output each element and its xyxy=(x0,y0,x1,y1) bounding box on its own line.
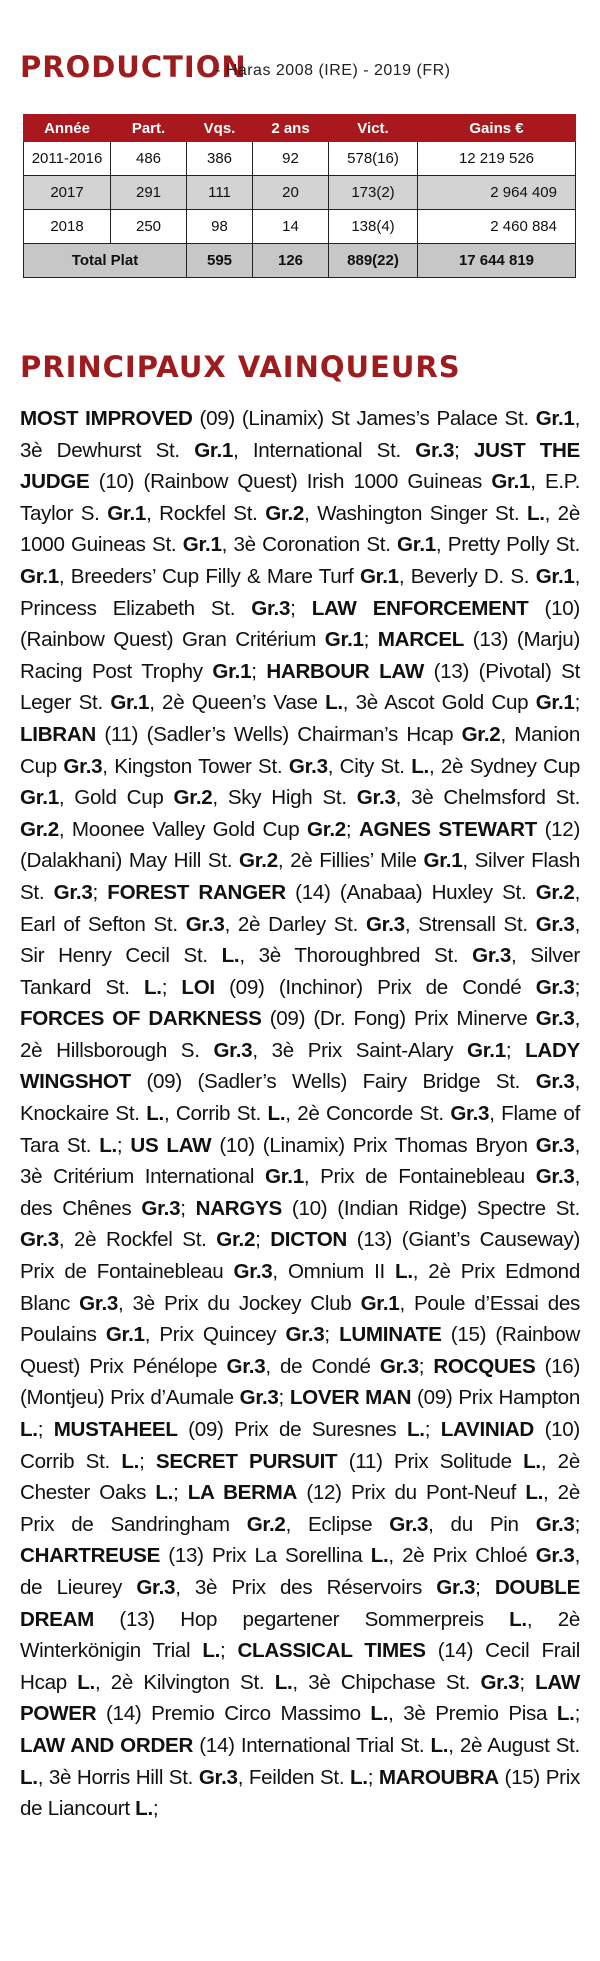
body-text: , 2è 1000 Guineas St. xyxy=(20,501,580,557)
bold-text: L. xyxy=(20,1418,38,1441)
table-total-row xyxy=(24,244,576,278)
bold-text: L. xyxy=(121,1449,140,1473)
bold-text: Gr.1 xyxy=(105,1323,145,1347)
bold-text: Gr.3 xyxy=(535,1165,575,1189)
body-text: (09) (Sadler’s Wells) Fairy Bridge St. xyxy=(130,1070,536,1094)
bold-text: Gr.3 xyxy=(285,1323,325,1347)
body-text: (10) (Indian Ridge) Spectre St. xyxy=(281,1196,580,1220)
body-text: (10) (Linamix) Prix Thomas Bryon xyxy=(211,1133,536,1157)
body-text: ; xyxy=(37,1418,54,1441)
bold-text: Gr.1 xyxy=(20,786,59,810)
bold-text: DICTON xyxy=(270,1228,347,1252)
bold-text: Gr.3 xyxy=(535,1070,575,1094)
bold-text: FORCES OF DARKNESS xyxy=(20,1007,262,1031)
bold-text: L. xyxy=(556,1702,575,1726)
bold-text: L. xyxy=(267,1102,286,1126)
bold-text: L. xyxy=(325,691,343,715)
body-text: ; xyxy=(255,1228,271,1252)
body-text: ; xyxy=(161,975,182,999)
body-text: , Sky High St. xyxy=(212,786,357,810)
body-text: , Knockaire St. xyxy=(20,1070,580,1126)
bold-text: Gr.2 xyxy=(216,1228,256,1252)
bold-text: Gr.3 xyxy=(185,912,225,936)
body-text: , Sir Henry Cecil St. xyxy=(20,912,581,968)
bold-text: MAROUBRA xyxy=(378,1765,499,1789)
bold-text: LADY WINGSHOT xyxy=(20,1038,580,1094)
bold-text: DOUBLE DREAM xyxy=(20,1575,581,1631)
bold-text: L. xyxy=(144,975,162,999)
body-text: ; xyxy=(92,880,108,904)
body-text: (14) Premio Circo Massimo xyxy=(96,1702,371,1726)
bold-text: Gr.1 xyxy=(397,533,436,557)
bold-text: CLASSICAL TIMES xyxy=(237,1639,426,1663)
bold-text: NARGYS xyxy=(195,1196,282,1220)
body-text: , Omnium II xyxy=(272,1260,396,1284)
body-text: ; xyxy=(418,1354,434,1378)
bold-text: LAW POWER xyxy=(20,1670,580,1726)
body-text: , Washington Singer St. xyxy=(304,501,527,525)
bold-text: Gr.2 xyxy=(173,786,213,810)
bold-text: Gr.1 xyxy=(182,533,222,557)
body-text: , 3è Coronation St. xyxy=(221,533,398,557)
bold-text: ROCQUES xyxy=(433,1354,536,1378)
bold-text: L. xyxy=(407,1418,425,1441)
body-text: , 2è Kilvington St. xyxy=(94,1670,275,1694)
cell: 2 964 409 xyxy=(418,176,576,210)
body-text: , 2è Queen’s Vase xyxy=(149,691,326,715)
body-text: , 3è Prix Saint-Alary xyxy=(252,1038,467,1062)
body-text: ; xyxy=(173,1481,188,1505)
cell: 578(16) xyxy=(329,142,418,176)
bold-text: Gr.2 xyxy=(307,817,346,841)
body-text: , 2è Sydney Cup xyxy=(428,754,580,778)
cell: 14 xyxy=(253,210,329,244)
body-text: , Prix de Fontainebleau xyxy=(303,1165,536,1189)
bold-text: Gr.1 xyxy=(535,407,575,430)
bold-text: LIBRAN xyxy=(20,722,96,746)
body-text: ; xyxy=(345,817,359,841)
bold-text: LOVER MAN xyxy=(289,1386,412,1410)
bold-text: Gr.3 xyxy=(20,1228,59,1252)
body-text: ; xyxy=(251,659,267,683)
bold-text: L. xyxy=(526,501,545,525)
body-text: , E.P. Taylor S. xyxy=(20,470,581,525)
body-text: , 3è Dewhurst St. xyxy=(20,407,580,462)
header-vict: Vict. xyxy=(329,115,418,142)
body-text: (14) International Trial St. xyxy=(193,1733,431,1757)
body-text: , 3è Prix des Réservoirs xyxy=(175,1575,437,1599)
body-text: (16) (Montjeu) Prix d’Aumale xyxy=(20,1354,581,1410)
body-text: , Breeders’ Cup Filly & Mare Turf xyxy=(58,564,360,588)
body-text: (13) Prix La Sorellina xyxy=(160,1544,371,1568)
cell: 2 460 884 xyxy=(418,210,576,244)
body-text: , Corrib St. xyxy=(163,1102,268,1126)
body-text: (09) Prix de Suresnes xyxy=(177,1418,407,1441)
body-text: (13) (Pivotal) St Leger St. xyxy=(20,659,581,715)
body-text: (14) Cecil Frail Hcap xyxy=(20,1639,580,1694)
bold-text: Gr.1 xyxy=(110,691,150,715)
bold-text: L. xyxy=(509,1607,527,1631)
body-text: (11) (Sadler’s Wells) Chairman’s Hcap xyxy=(96,722,462,746)
bold-text: Gr.1 xyxy=(324,628,364,652)
bold-text: Gr.3 xyxy=(415,438,455,462)
bold-text: L. xyxy=(525,1481,544,1505)
bold-text: L. xyxy=(155,1481,174,1505)
cell: 486 xyxy=(111,142,187,176)
cell: 2017 xyxy=(24,176,111,210)
body-text: , 3è Thoroughbred St. xyxy=(239,944,473,968)
bold-text: L. xyxy=(135,1797,153,1821)
body-text: ; xyxy=(574,975,580,999)
body-text: ; xyxy=(152,1797,159,1821)
bold-text: HARBOUR LAW xyxy=(266,659,424,683)
body-text: ; xyxy=(454,438,474,462)
bold-text: Gr.1 xyxy=(359,564,399,588)
body-text: ; xyxy=(278,1386,290,1410)
bold-text: Gr.3 xyxy=(198,1765,238,1789)
body-text: ; xyxy=(424,1418,441,1441)
body-text: , 2è Fillies’ Mile xyxy=(277,849,424,873)
body-text: , 2è Winterkönigin Trial xyxy=(20,1607,581,1663)
body-text: , 2è Chester Oaks xyxy=(20,1449,580,1505)
body-text: , Strensall St. xyxy=(404,912,536,936)
body-text: , de Condé xyxy=(265,1354,380,1378)
table-header-row xyxy=(24,115,576,142)
body-text: ; xyxy=(363,628,378,652)
cell: 92 xyxy=(253,142,329,176)
body-text: (10) (Rainbow Quest) Gran Critérium xyxy=(20,596,580,652)
bold-text: Gr.3 xyxy=(535,1133,575,1157)
cell: 173(2) xyxy=(329,176,418,210)
cell: 111 xyxy=(187,176,253,210)
bold-text: Gr.3 xyxy=(535,912,575,936)
bold-text: Gr.3 xyxy=(213,1038,253,1062)
body-text: , 3è Prix du Jockey Club xyxy=(118,1291,361,1315)
body-text: ; xyxy=(180,1196,196,1220)
body-text: , Flame of Tara St. xyxy=(20,1102,580,1157)
bold-text: Gr.1 xyxy=(264,1165,304,1189)
bold-text: Gr.3 xyxy=(141,1196,181,1220)
bold-text: LAVINIAD xyxy=(440,1418,535,1441)
body-text: , Beverly D. S. xyxy=(398,564,536,588)
body-text: , 3è Premio Pisa xyxy=(388,1702,557,1726)
body-text: , Earl of Sefton St. xyxy=(20,880,581,936)
bold-text: MOST IMPROVED xyxy=(20,407,193,430)
body-text: ; xyxy=(139,1449,156,1473)
bold-text: Gr.2 xyxy=(265,501,305,525)
bold-text: Gr.1 xyxy=(107,501,147,525)
bold-text: Gr.3 xyxy=(389,1512,429,1536)
body-text: , 3è Chipchase St. xyxy=(292,1670,481,1694)
body-text: ; xyxy=(290,596,312,620)
body-text: (13) (Giant’s Causeway) Prix de Fontainebleau xyxy=(20,1228,580,1284)
body-text: (09) (Inchinor) Prix de Condé xyxy=(214,975,536,999)
bold-text: Gr.3 xyxy=(535,1512,575,1536)
body-text: , Kingston Tower St. xyxy=(102,754,289,778)
body-text: , des Chênes xyxy=(20,1165,580,1220)
bold-text: L. xyxy=(202,1639,221,1663)
bold-text: L. xyxy=(430,1733,449,1757)
bold-text: Gr.3 xyxy=(233,1260,273,1284)
bold-text: Gr.3 xyxy=(535,1544,575,1568)
header-2ans: 2 ans xyxy=(253,115,329,142)
body-text: ; xyxy=(324,1323,340,1347)
total-gains: 17 644 819 xyxy=(418,244,576,278)
cell: 2011-2016 xyxy=(24,142,111,176)
body-text: , Moonee Valley Gold Cup xyxy=(58,817,308,841)
bold-text: L. xyxy=(20,1765,38,1789)
cell: 2018 xyxy=(24,210,111,244)
bold-text: Gr.3 xyxy=(251,596,291,620)
bold-text: L. xyxy=(77,1670,95,1694)
body-text: (13) (Marju) Racing Post Trophy xyxy=(20,628,580,683)
bold-text: Gr.1 xyxy=(535,564,575,588)
header-annee: Année xyxy=(24,115,111,142)
bold-text: LAW AND ORDER xyxy=(20,1733,194,1757)
table-row xyxy=(24,176,576,210)
bold-text: Gr.3 xyxy=(365,912,405,936)
cell: 250 xyxy=(111,210,187,244)
bold-text: Gr.2 xyxy=(246,1512,286,1536)
bold-text: L. xyxy=(349,1765,368,1789)
body-text: ; xyxy=(574,1702,580,1726)
bold-text: LAW ENFORCEMENT xyxy=(311,596,529,620)
body-text: (09) (Linamix) St James’s Palace St. xyxy=(192,407,536,430)
cell: 98 xyxy=(187,210,253,244)
bold-text: Gr.3 xyxy=(63,754,103,778)
bold-text: LOI xyxy=(181,975,215,999)
body-text: , 2è Hillsborough S. xyxy=(20,1007,580,1062)
body-text: , 2è Prix de Sandringham xyxy=(20,1481,580,1536)
bold-text: Gr.3 xyxy=(288,754,328,778)
bold-text: JUST THE JUDGE xyxy=(20,438,580,494)
bold-text: Gr.3 xyxy=(436,1575,476,1599)
header-part: Part. xyxy=(111,115,187,142)
production-subtitle: - Haras 2008 (IRE) - 2019 (FR) xyxy=(215,62,451,79)
bold-text: Gr.1 xyxy=(535,691,575,715)
bold-text: MUSTAHEEL xyxy=(53,1418,178,1441)
bold-text: Gr.1 xyxy=(194,438,234,462)
table-row xyxy=(24,142,576,176)
bold-text: Gr.2 xyxy=(20,817,59,841)
body-text: ; xyxy=(116,1133,131,1157)
bold-text: L. xyxy=(370,1702,389,1726)
body-text: , Silver Tankard St. xyxy=(20,944,580,999)
body-text: , Feilden St. xyxy=(237,1765,350,1789)
body-text: , City St. xyxy=(327,754,412,778)
bold-text: Gr.1 xyxy=(212,659,252,683)
bold-text: Gr.3 xyxy=(472,944,512,968)
bold-text: Gr.3 xyxy=(379,1354,419,1378)
body-text: , 3è Horris Hill St. xyxy=(37,1765,199,1789)
header-gains: Gains € xyxy=(418,115,576,142)
body-text: ; xyxy=(519,1670,536,1694)
body-text: (13) Hop pegartener Sommerpreis xyxy=(94,1607,510,1631)
bold-text: Gr.1 xyxy=(467,1038,506,1062)
body-text: , Manion Cup xyxy=(20,722,580,778)
body-text: , Eclipse xyxy=(285,1512,390,1536)
body-text: , 3è Ascot Gold Cup xyxy=(342,691,536,715)
body-text: (11) Prix Solitude xyxy=(337,1449,524,1473)
body-text: (15) (Rainbow Quest) Prix Pénélope xyxy=(20,1323,580,1378)
bold-text: Gr.2 xyxy=(461,722,501,746)
bold-text: L. xyxy=(411,754,429,778)
bold-text: Gr.3 xyxy=(356,786,396,810)
bold-text: Gr.3 xyxy=(136,1575,176,1599)
body-text: , du Pin xyxy=(428,1512,536,1536)
production-title: PRODUCTION xyxy=(20,50,247,84)
body-text: , 3è Critérium International xyxy=(20,1133,580,1189)
body-text: (15) Prix de Liancourt xyxy=(20,1765,580,1821)
bold-text: Gr.3 xyxy=(480,1670,520,1694)
body-text: , Silver Flash St. xyxy=(20,849,580,904)
body-text: , Pretty Polly St. xyxy=(435,533,580,557)
production-table xyxy=(23,114,576,278)
bold-text: MARCEL xyxy=(377,628,465,652)
winners-title: PRINCIPAUX VAINQUEURS xyxy=(20,350,461,384)
body-text: (12) Prix du Pont-Neuf xyxy=(297,1481,526,1505)
bold-text: Gr.2 xyxy=(535,880,575,904)
bold-text: SECRET PURSUIT xyxy=(155,1449,338,1473)
body-text: , 2è August St. xyxy=(448,1733,580,1757)
bold-text: CHARTREUSE xyxy=(20,1544,161,1568)
body-text: (14) (Anabaa) Huxley St. xyxy=(285,880,536,904)
body-text: ; xyxy=(574,1512,580,1536)
bold-text: Gr.3 xyxy=(79,1291,119,1315)
body-text: (10) (Rainbow Quest) Irish 1000 Guineas xyxy=(89,470,492,494)
body-text: ; xyxy=(220,1639,238,1663)
cell: 386 xyxy=(187,142,253,176)
cell: 291 xyxy=(111,176,187,210)
body-text: , Gold Cup xyxy=(58,786,174,810)
bold-text: Gr.3 xyxy=(535,1007,575,1031)
body-text: , Rockfel St. xyxy=(146,501,266,525)
body-text: ; xyxy=(475,1575,495,1599)
bold-text: LA BERMA xyxy=(187,1481,298,1505)
total-vict: 889(22) xyxy=(329,244,418,278)
cell: 12 219 526 xyxy=(418,142,576,176)
bold-text: Gr.1 xyxy=(360,1291,400,1315)
body-text: , de Lieurey xyxy=(20,1544,580,1599)
body-text: ; xyxy=(505,1038,526,1062)
bold-text: Gr.1 xyxy=(423,849,463,873)
body-text: , International St. xyxy=(233,438,416,462)
body-text: , 2è Darley St. xyxy=(224,912,366,936)
winners-paragraph xyxy=(20,403,580,1825)
bold-text: Gr.1 xyxy=(20,564,59,588)
bold-text: Gr.3 xyxy=(239,1386,279,1410)
body-text: , Poule d’Essai des Poulains xyxy=(20,1291,581,1347)
table-row xyxy=(24,210,576,244)
body-text: , 2è Prix Edmond Blanc xyxy=(20,1260,580,1315)
body-text: , 2è Rockfel St. xyxy=(58,1228,217,1252)
bold-text: Gr.3 xyxy=(535,975,575,999)
body-text: (10) Corrib St. xyxy=(20,1418,580,1473)
bold-text: Gr.3 xyxy=(226,1354,266,1378)
bold-text: Gr.3 xyxy=(450,1102,490,1126)
body-text: ; xyxy=(367,1765,379,1789)
body-text: (09) Prix Hampton xyxy=(411,1386,580,1410)
bold-text: FOREST RANGER xyxy=(107,880,286,904)
bold-text: AGNES STEWART xyxy=(358,817,537,841)
body-text: ; xyxy=(574,691,580,715)
cell: 138(4) xyxy=(329,210,418,244)
bold-text: Gr.1 xyxy=(491,470,531,494)
bold-text: L. xyxy=(99,1133,117,1157)
total-label: Total Plat xyxy=(24,244,187,278)
body-text: , 2è Prix Chloé xyxy=(388,1544,536,1568)
body-text: , 3è Chelmsford St. xyxy=(395,786,580,810)
bold-text: Gr.3 xyxy=(53,880,93,904)
total-vqs: 595 xyxy=(187,244,253,278)
bold-text: L. xyxy=(370,1544,389,1568)
total-2ans: 126 xyxy=(253,244,329,278)
bold-text: Gr.2 xyxy=(238,849,278,873)
bold-text: L. xyxy=(221,944,240,968)
body-text: , Princess Elizabeth St. xyxy=(20,564,581,620)
body-text: , Prix Quincey xyxy=(144,1323,286,1347)
bold-text: LUMINATE xyxy=(339,1323,442,1347)
body-text: (09) (Dr. Fong) Prix Minerve xyxy=(261,1007,536,1031)
body-text: (12) (Dalakhani) May Hill St. xyxy=(20,817,580,873)
bold-text: L. xyxy=(395,1260,413,1284)
header-vqs: Vqs. xyxy=(187,115,253,142)
bold-text: L. xyxy=(146,1102,164,1126)
body-text: , 2è Concorde St. xyxy=(285,1102,451,1126)
bold-text: US LAW xyxy=(130,1133,212,1157)
bold-text: L. xyxy=(523,1449,541,1473)
cell: 20 xyxy=(253,176,329,210)
bold-text: L. xyxy=(274,1670,293,1694)
